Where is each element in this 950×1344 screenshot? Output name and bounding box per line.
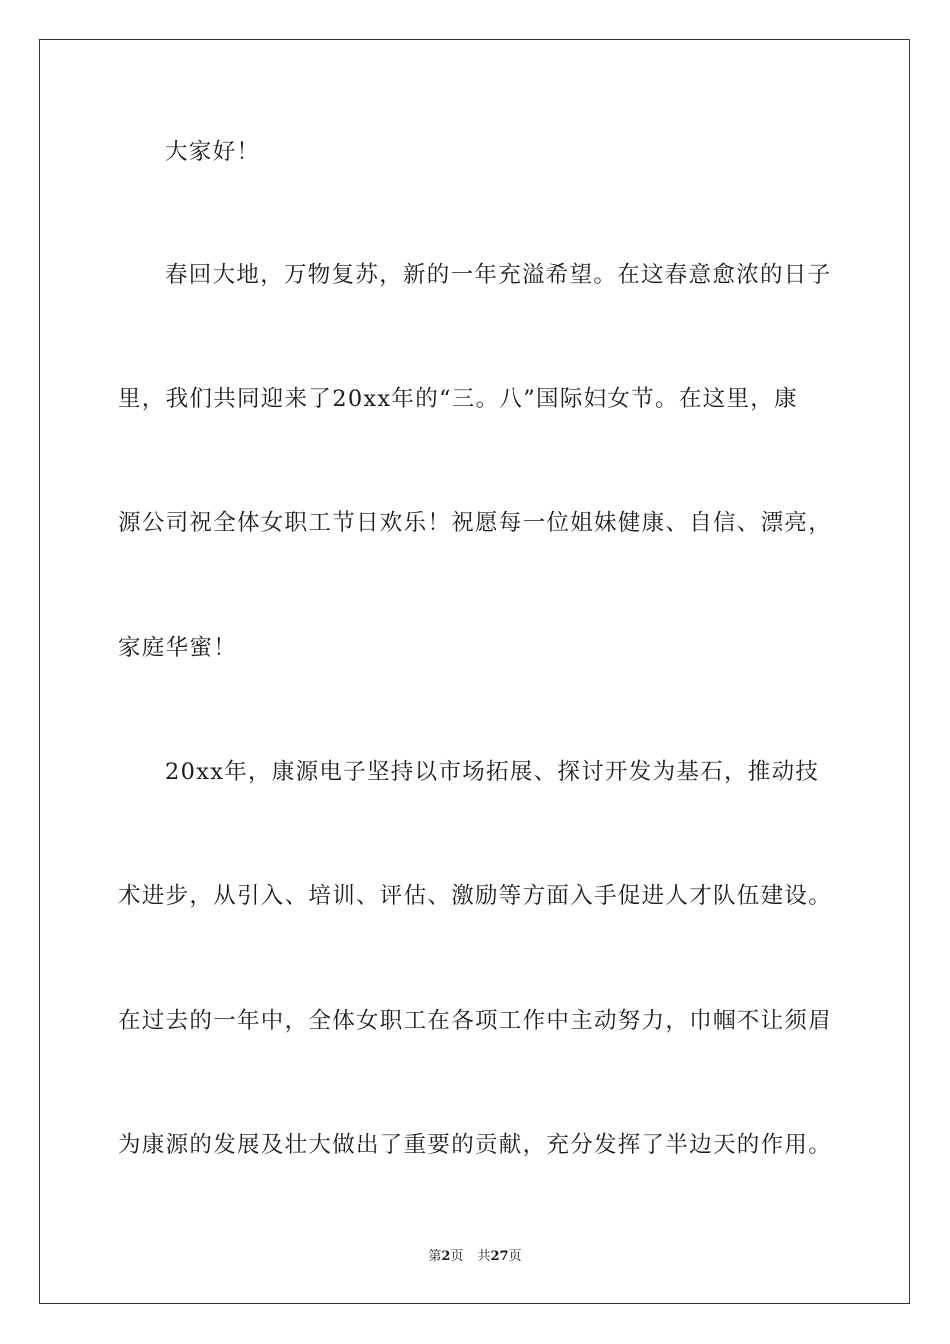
page-suffix: 页 <box>450 1249 464 1264</box>
paragraph-2-line-3: 在过去的一年中，全体女职工在各项工作中主动努力，巾帼不让须眉 <box>118 1008 833 1034</box>
page-frame <box>39 39 910 1304</box>
paragraph-2-line-1: 20xx年，康源电子坚持以市场拓展、探讨开发为基石，推动技 <box>165 759 820 785</box>
paragraph-1-line-2: 里，我们共同迎来了20xx年的“三。八”国际妇女节。在这里，康 <box>118 386 798 412</box>
page-prefix: 第 <box>428 1249 442 1264</box>
page-footer <box>0 1248 950 1266</box>
total-pages: 27 <box>490 1249 509 1264</box>
paragraph-1-line-1: 春回大地，万物复苏，新的一年充溢希望。在这春意愈浓的日子 <box>165 262 832 288</box>
paragraph-1-line-4: 家庭华蜜！ <box>118 635 238 661</box>
greeting-line: 大家好！ <box>165 139 261 165</box>
paragraph-2-line-4: 为康源的发展及壮大做出了重要的贡献，充分发挥了半边天的作用。 <box>118 1132 833 1158</box>
page-number: 2 <box>441 1249 451 1264</box>
total-prefix: 共 <box>477 1249 491 1264</box>
paragraph-1-line-3: 源公司祝全体女职工节日欢乐！祝愿每一位姐妹健康、自信、漂亮， <box>118 510 833 536</box>
total-suffix: 页 <box>508 1249 522 1264</box>
paragraph-2-line-2: 术进步，从引入、培训、评估、激励等方面入手促进人才队伍建设。 <box>118 883 833 909</box>
